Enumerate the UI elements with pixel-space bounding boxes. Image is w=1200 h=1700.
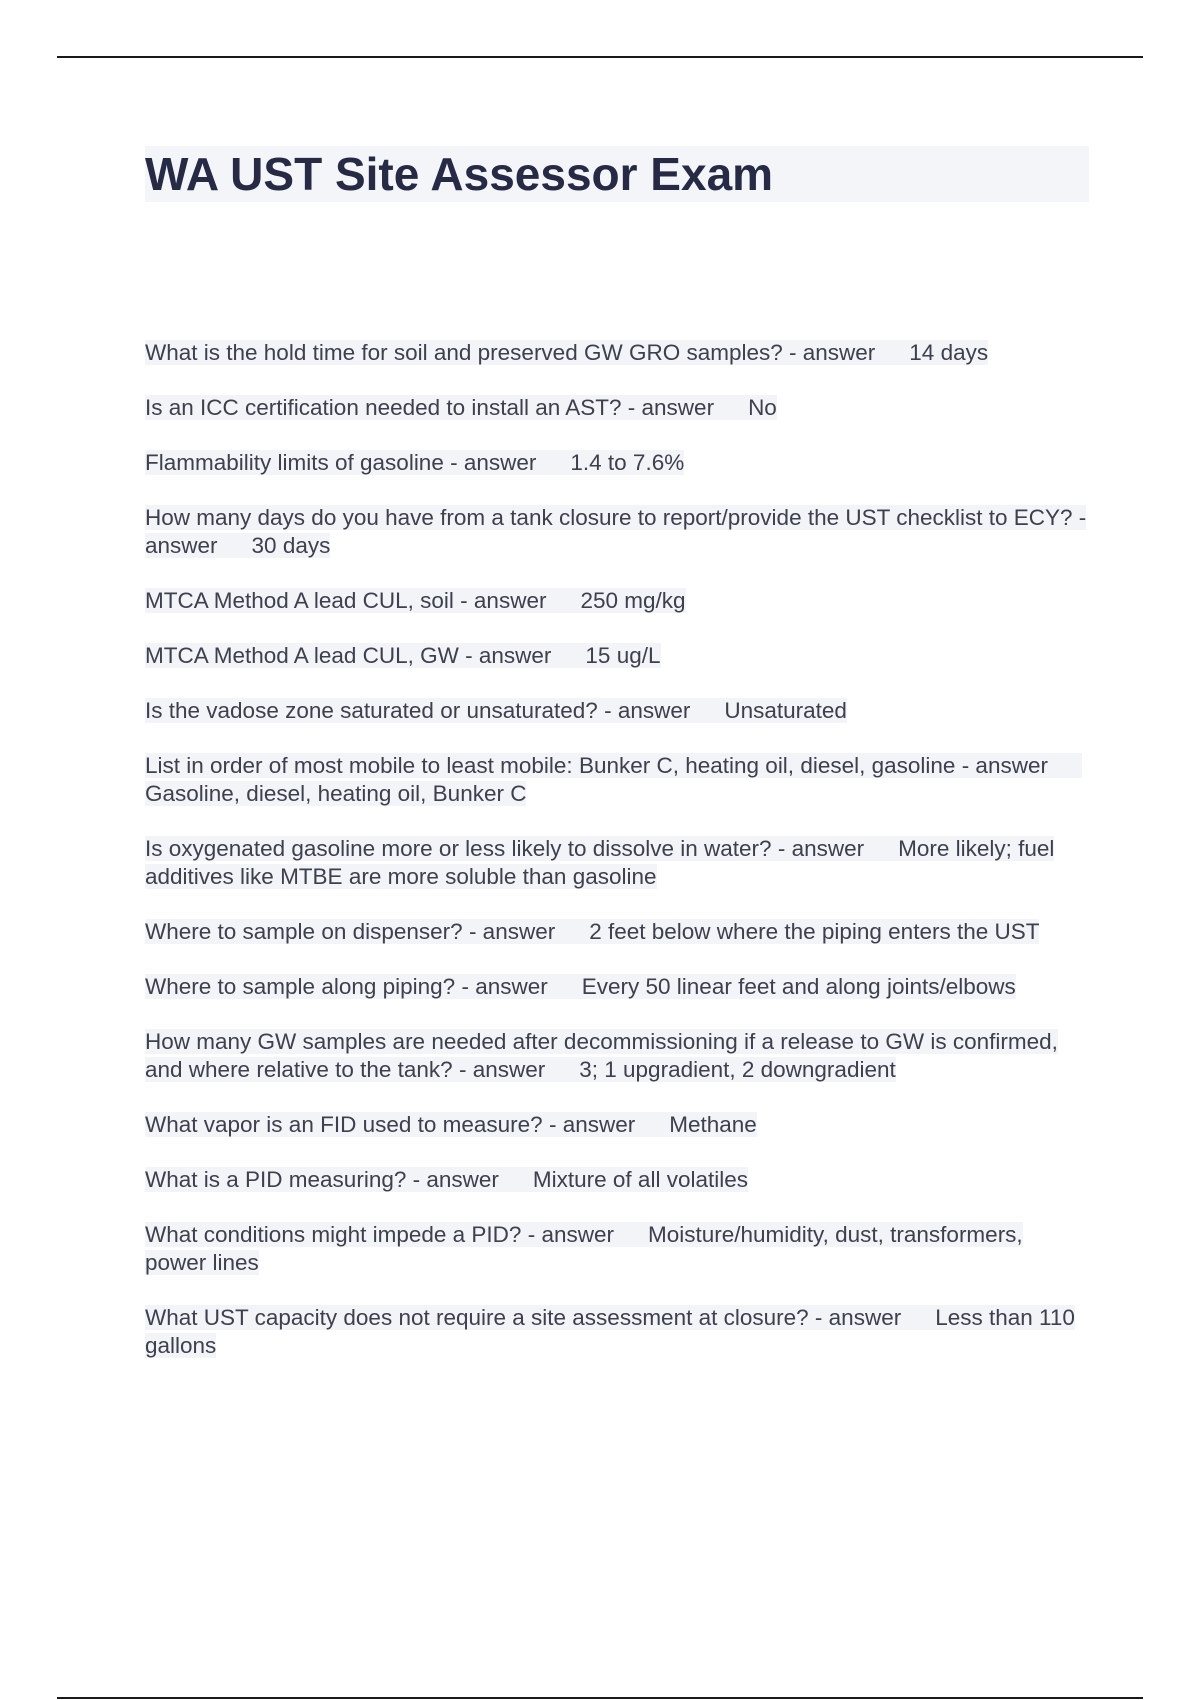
answer-text: Methane [669,1112,757,1137]
question-text: What is a PID measuring? [145,1167,407,1192]
answer-separator: - answer [450,450,537,475]
qa-text [145,698,847,723]
answer-text: 14 days [909,340,989,365]
answer-text: Less than 110 gallons [145,1305,1075,1358]
answer-text: 250 mg/kg [580,588,686,613]
answer-separator: - answer [458,1057,546,1082]
qa-list [145,339,1090,1387]
answer-text: Gasoline, diesel, heating oil, Bunker C [145,781,527,806]
qa-item [145,1111,1090,1139]
answer-text: More likely; fuel additives like MTBE are more soluble than gasoline [145,836,1055,889]
page-title: WA UST Site Assessor Exam [145,148,774,200]
qa-text [145,919,1039,944]
qa-item [145,339,1090,367]
answer-text: No [748,395,777,420]
question-text: Is an ICC certification needed to install an AST? [145,395,622,420]
qa-item [145,1304,1090,1360]
bottom-rule [57,1697,1143,1699]
qa-item [145,752,1090,808]
question-text: Flammability limits of gasoline [145,450,444,475]
qa-item [145,1166,1090,1194]
qa-item [145,587,1090,615]
qa-text [145,340,988,365]
qa-text [145,588,686,613]
answer-separator: - answer [814,1305,902,1330]
answer-separator: - answer [412,1167,499,1192]
answer-text: 1.4 to 7.6% [570,450,685,475]
question-text: Is oxygenated gasoline more or less likely to dissolve in water? [145,836,772,861]
answer-text: Moisture/humidity, dust, transformers, power lines [145,1222,1023,1275]
qa-item [145,394,1090,422]
qa-item [145,697,1090,725]
answer-separator: - answer [461,974,548,999]
answer-separator: - answer [468,919,556,944]
answer-separator: - answer [604,698,691,723]
question-text: List in order of most mobile to least mobile: Bunker C, heating oil, diesel, gasoline [145,753,956,778]
qa-text [145,505,1086,558]
answer-separator: - answer [460,588,547,613]
qa-text [145,1305,1075,1358]
qa-item [145,449,1090,477]
qa-item [145,642,1090,670]
answer-separator: - answer [789,340,876,365]
answer-separator: - answer [777,836,865,861]
question-text: What is the hold time for soil and preserved GW GRO samples? [145,340,783,365]
answer-text: 3; 1 upgradient, 2 downgradient [579,1057,896,1082]
qa-text [145,753,1082,806]
answer-text: Every 50 linear feet and along joints/elbows [581,974,1016,999]
top-rule [57,56,1143,58]
title-block [145,146,1089,202]
qa-text [145,450,684,475]
question-text: How many days do you have from a tank closure to report/provide the UST checklist to ECY? [145,505,1073,530]
answer-separator: - answer [527,1222,614,1247]
qa-item [145,835,1090,891]
qa-text [145,974,1016,999]
qa-text [145,395,777,420]
question-text: How many GW samples are needed after decommissioning if a release to GW is confirmed, and where relative to the tank? [145,1029,1058,1082]
qa-text [145,643,661,668]
qa-text [145,1222,1023,1275]
answer-separator: - answer [627,395,715,420]
answer-separator: - answer [961,753,1048,778]
qa-text [145,1029,1058,1082]
answer-separator: - answer [465,643,552,668]
answer-text: 15 ug/L [585,643,661,668]
question-text: MTCA Method A lead CUL, soil [145,588,454,613]
question-text: Where to sample on dispenser? [145,919,463,944]
qa-item [145,973,1090,1001]
answer-text: Mixture of all volatiles [532,1167,748,1192]
answer-text: 30 days [251,533,331,558]
qa-item [145,1028,1090,1084]
qa-item [145,504,1090,560]
question-text: What UST capacity does not require a site assessment at closure? [145,1305,809,1330]
qa-text [145,836,1054,889]
qa-text [145,1167,748,1192]
question-text: Where to sample along piping? [145,974,456,999]
qa-text [145,1112,757,1137]
question-text: MTCA Method A lead CUL, GW [145,643,459,668]
question-text: What vapor is an FID used to measure? [145,1112,543,1137]
question-text: What conditions might impede a PID? [145,1222,522,1247]
answer-text: Unsaturated [724,698,847,723]
question-text: Is the vadose zone saturated or unsaturated? [145,698,598,723]
answer-separator: - answer [145,505,1087,558]
answer-text: 2 feet below where the piping enters the UST [589,919,1040,944]
answer-separator: - answer [548,1112,636,1137]
qa-item [145,1221,1090,1277]
qa-item [145,918,1090,946]
